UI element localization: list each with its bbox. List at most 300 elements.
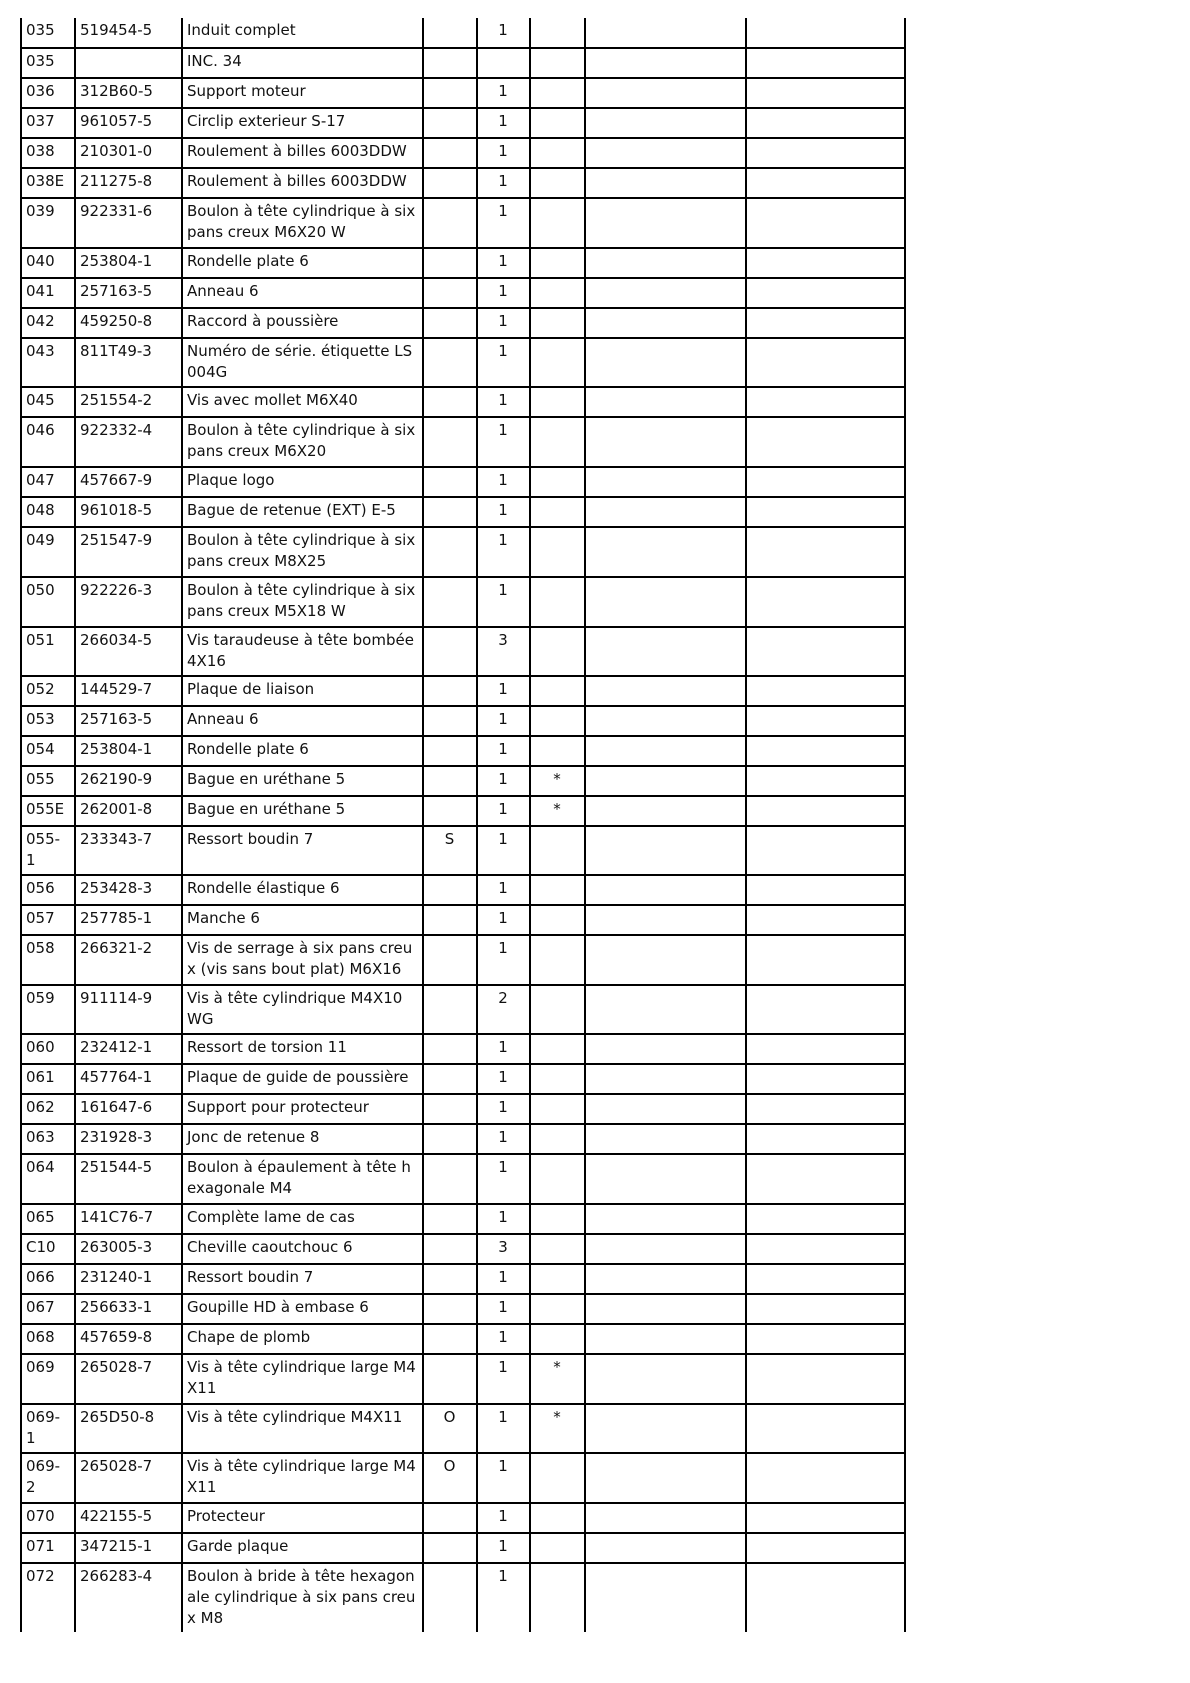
- item-number-cell: 052: [21, 676, 75, 706]
- table-row: [21, 497, 905, 527]
- note-cell: [530, 1264, 585, 1294]
- flag-cell: [423, 18, 477, 48]
- item-number-cell: C10: [21, 1234, 75, 1264]
- part-number-cell: 922226-3: [75, 577, 182, 627]
- note-cell: [530, 198, 585, 248]
- table-row: [21, 1154, 905, 1204]
- quantity-cell: 1: [477, 1264, 530, 1294]
- item-number-cell: 055: [21, 766, 75, 796]
- quantity-cell: [477, 48, 530, 78]
- table-row: [21, 1034, 905, 1064]
- item-number-cell: 039: [21, 198, 75, 248]
- item-number-cell: 048: [21, 497, 75, 527]
- flag-cell: [423, 278, 477, 308]
- note-cell: [530, 387, 585, 417]
- flag-cell: [423, 736, 477, 766]
- quantity-cell: 1: [477, 1533, 530, 1563]
- description-cell: Vis à tête cylindrique M4X11: [182, 1404, 423, 1453]
- note-cell: [530, 985, 585, 1034]
- empty-cell: [585, 1034, 746, 1064]
- part-number-cell: 144529-7: [75, 676, 182, 706]
- empty-cell: [585, 308, 746, 338]
- item-number-cell: 067: [21, 1294, 75, 1324]
- quantity-cell: 1: [477, 935, 530, 985]
- item-number-cell: 062: [21, 1094, 75, 1124]
- flag-cell: [423, 1234, 477, 1264]
- empty-cell: [585, 527, 746, 577]
- description-cell: Support moteur: [182, 78, 423, 108]
- description-cell: Cheville caoutchouc 6: [182, 1234, 423, 1264]
- item-number-cell: 041: [21, 278, 75, 308]
- note-cell: [530, 706, 585, 736]
- flag-cell: [423, 1204, 477, 1234]
- table-row: [21, 627, 905, 676]
- quantity-cell: 3: [477, 627, 530, 676]
- empty-cell: [746, 985, 905, 1034]
- part-number-cell: 141C76-7: [75, 1204, 182, 1234]
- note-cell: *: [530, 796, 585, 826]
- note-cell: [530, 1324, 585, 1354]
- quantity-cell: 1: [477, 706, 530, 736]
- table-row: [21, 1294, 905, 1324]
- part-number-cell: 251547-9: [75, 527, 182, 577]
- table-row: [21, 417, 905, 467]
- flag-cell: [423, 198, 477, 248]
- table-row: [21, 905, 905, 935]
- table-row: [21, 278, 905, 308]
- empty-cell: [746, 1124, 905, 1154]
- empty-cell: [585, 1124, 746, 1154]
- note-cell: [530, 935, 585, 985]
- flag-cell: [423, 935, 477, 985]
- flag-cell: O: [423, 1453, 477, 1503]
- table-row: [21, 527, 905, 577]
- note-cell: [530, 138, 585, 168]
- item-number-cell: 057: [21, 905, 75, 935]
- item-number-cell: 040: [21, 248, 75, 278]
- empty-cell: [746, 875, 905, 905]
- part-number-cell: 231928-3: [75, 1124, 182, 1154]
- part-number-cell: 251554-2: [75, 387, 182, 417]
- empty-cell: [585, 766, 746, 796]
- quantity-cell: 1: [477, 527, 530, 577]
- empty-cell: [746, 1234, 905, 1264]
- quantity-cell: 2: [477, 985, 530, 1034]
- empty-cell: [746, 467, 905, 497]
- part-number-cell: 211275-8: [75, 168, 182, 198]
- table-row: [21, 875, 905, 905]
- description-cell: Ressort boudin 7: [182, 826, 423, 875]
- item-number-cell: 046: [21, 417, 75, 467]
- empty-cell: [585, 387, 746, 417]
- description-cell: Vis à tête cylindrique large M4X11: [182, 1453, 423, 1503]
- empty-cell: [585, 1064, 746, 1094]
- note-cell: [530, 905, 585, 935]
- note-cell: [530, 248, 585, 278]
- table-row: [21, 1404, 905, 1453]
- flag-cell: [423, 108, 477, 138]
- empty-cell: [746, 1354, 905, 1404]
- quantity-cell: 1: [477, 338, 530, 387]
- table-row: [21, 1234, 905, 1264]
- flag-cell: [423, 417, 477, 467]
- item-number-cell: 069-1: [21, 1404, 75, 1453]
- empty-cell: [585, 1264, 746, 1294]
- table-row: [21, 935, 905, 985]
- table-row: [21, 736, 905, 766]
- empty-cell: [585, 108, 746, 138]
- flag-cell: [423, 138, 477, 168]
- part-number-cell: 231240-1: [75, 1264, 182, 1294]
- item-number-cell: 038: [21, 138, 75, 168]
- item-number-cell: 053: [21, 706, 75, 736]
- item-number-cell: 043: [21, 338, 75, 387]
- part-number-cell: 422155-5: [75, 1503, 182, 1533]
- quantity-cell: 3: [477, 1234, 530, 1264]
- description-cell: Boulon à tête cylindrique à six pans creux M8X25: [182, 527, 423, 577]
- note-cell: *: [530, 1404, 585, 1453]
- flag-cell: [423, 1094, 477, 1124]
- note-cell: [530, 108, 585, 138]
- note-cell: *: [530, 766, 585, 796]
- empty-cell: [746, 1264, 905, 1294]
- flag-cell: [423, 78, 477, 108]
- empty-cell: [746, 387, 905, 417]
- part-number-cell: 257163-5: [75, 278, 182, 308]
- empty-cell: [585, 736, 746, 766]
- flag-cell: [423, 1124, 477, 1154]
- part-number-cell: 266034-5: [75, 627, 182, 676]
- flag-cell: [423, 1264, 477, 1294]
- table-row: [21, 1264, 905, 1294]
- empty-cell: [746, 248, 905, 278]
- empty-cell: [746, 527, 905, 577]
- empty-cell: [746, 18, 905, 48]
- note-cell: [530, 527, 585, 577]
- note-cell: [530, 278, 585, 308]
- description-cell: Goupille HD à embase 6: [182, 1294, 423, 1324]
- description-cell: Rondelle plate 6: [182, 248, 423, 278]
- empty-cell: [585, 278, 746, 308]
- description-cell: Rondelle élastique 6: [182, 875, 423, 905]
- description-cell: Plaque de guide de poussière: [182, 1064, 423, 1094]
- table-row: [21, 1324, 905, 1354]
- item-number-cell: 054: [21, 736, 75, 766]
- part-number-cell: 256633-1: [75, 1294, 182, 1324]
- note-cell: [530, 497, 585, 527]
- description-cell: Bague en uréthane 5: [182, 766, 423, 796]
- empty-cell: [746, 1154, 905, 1204]
- part-number-cell: 265028-7: [75, 1453, 182, 1503]
- flag-cell: [423, 796, 477, 826]
- note-cell: [530, 736, 585, 766]
- item-number-cell: 055-1: [21, 826, 75, 875]
- empty-cell: [585, 706, 746, 736]
- description-cell: Vis taraudeuse à tête bombée 4X16: [182, 627, 423, 676]
- note-cell: [530, 676, 585, 706]
- table-row: [21, 796, 905, 826]
- description-cell: Ressort boudin 7: [182, 1264, 423, 1294]
- flag-cell: [423, 248, 477, 278]
- part-number-cell: 253804-1: [75, 736, 182, 766]
- part-number-cell: 457659-8: [75, 1324, 182, 1354]
- part-number-cell: 961057-5: [75, 108, 182, 138]
- empty-cell: [746, 1533, 905, 1563]
- flag-cell: [423, 875, 477, 905]
- part-number-cell: 257785-1: [75, 905, 182, 935]
- item-number-cell: 047: [21, 467, 75, 497]
- quantity-cell: 1: [477, 278, 530, 308]
- item-number-cell: 055E: [21, 796, 75, 826]
- part-number-cell: 457667-9: [75, 467, 182, 497]
- table-row: [21, 1124, 905, 1154]
- empty-cell: [585, 78, 746, 108]
- table-row: [21, 1064, 905, 1094]
- table-row: [21, 48, 905, 78]
- note-cell: [530, 1503, 585, 1533]
- description-cell: Induit complet: [182, 18, 423, 48]
- description-cell: Boulon à épaulement à tête hexagonale M4: [182, 1154, 423, 1204]
- empty-cell: [746, 766, 905, 796]
- table-row: [21, 78, 905, 108]
- note-cell: [530, 168, 585, 198]
- quantity-cell: 1: [477, 417, 530, 467]
- item-number-cell: 051: [21, 627, 75, 676]
- note-cell: [530, 1294, 585, 1324]
- table-row: [21, 826, 905, 875]
- empty-cell: [746, 706, 905, 736]
- part-number-cell: 961018-5: [75, 497, 182, 527]
- part-number-cell: 922332-4: [75, 417, 182, 467]
- table-row: [21, 577, 905, 627]
- quantity-cell: 1: [477, 1034, 530, 1064]
- quantity-cell: 1: [477, 736, 530, 766]
- part-number-cell: 161647-6: [75, 1094, 182, 1124]
- part-number-cell: 253804-1: [75, 248, 182, 278]
- quantity-cell: 1: [477, 577, 530, 627]
- description-cell: Roulement à billes 6003DDW: [182, 168, 423, 198]
- empty-cell: [585, 48, 746, 78]
- item-number-cell: 069: [21, 1354, 75, 1404]
- empty-cell: [585, 1234, 746, 1264]
- quantity-cell: 1: [477, 1124, 530, 1154]
- item-number-cell: 068: [21, 1324, 75, 1354]
- note-cell: [530, 1124, 585, 1154]
- description-cell: Garde plaque: [182, 1533, 423, 1563]
- empty-cell: [746, 826, 905, 875]
- item-number-cell: 063: [21, 1124, 75, 1154]
- quantity-cell: 1: [477, 108, 530, 138]
- empty-cell: [746, 1094, 905, 1124]
- empty-cell: [746, 1404, 905, 1453]
- flag-cell: [423, 1034, 477, 1064]
- flag-cell: [423, 577, 477, 627]
- parts-table: [20, 18, 906, 1632]
- part-number-cell: 253428-3: [75, 875, 182, 905]
- empty-cell: [585, 1294, 746, 1324]
- description-cell: Support pour protecteur: [182, 1094, 423, 1124]
- quantity-cell: 1: [477, 1154, 530, 1204]
- empty-cell: [585, 1094, 746, 1124]
- table-row: [21, 138, 905, 168]
- empty-cell: [746, 1453, 905, 1503]
- empty-cell: [585, 826, 746, 875]
- empty-cell: [585, 1354, 746, 1404]
- empty-cell: [746, 1503, 905, 1533]
- empty-cell: [746, 108, 905, 138]
- part-number-cell: 266321-2: [75, 935, 182, 985]
- description-cell: Boulon à tête cylindrique à six pans creux M6X20 W: [182, 198, 423, 248]
- empty-cell: [746, 138, 905, 168]
- description-cell: Jonc de retenue 8: [182, 1124, 423, 1154]
- item-number-cell: 035: [21, 18, 75, 48]
- table-row: [21, 1204, 905, 1234]
- description-cell: Boulon à bride à tête hexagonale cylindrique à six pans creux M8: [182, 1563, 423, 1632]
- empty-cell: [746, 577, 905, 627]
- part-number-cell: 262190-9: [75, 766, 182, 796]
- empty-cell: [746, 796, 905, 826]
- table-row: [21, 467, 905, 497]
- flag-cell: [423, 497, 477, 527]
- quantity-cell: 1: [477, 1094, 530, 1124]
- description-cell: Bague de retenue (EXT) E-5: [182, 497, 423, 527]
- item-number-cell: 050: [21, 577, 75, 627]
- empty-cell: [746, 78, 905, 108]
- note-cell: [530, 627, 585, 676]
- description-cell: Bague en uréthane 5: [182, 796, 423, 826]
- flag-cell: [423, 1354, 477, 1404]
- note-cell: [530, 1094, 585, 1124]
- quantity-cell: 1: [477, 497, 530, 527]
- quantity-cell: 1: [477, 248, 530, 278]
- description-cell: Boulon à tête cylindrique à six pans creux M5X18 W: [182, 577, 423, 627]
- table-row: [21, 198, 905, 248]
- quantity-cell: 1: [477, 308, 530, 338]
- flag-cell: [423, 1563, 477, 1632]
- note-cell: [530, 1204, 585, 1234]
- quantity-cell: 1: [477, 198, 530, 248]
- table-row: [21, 387, 905, 417]
- note-cell: [530, 1234, 585, 1264]
- note-cell: [530, 338, 585, 387]
- quantity-cell: 1: [477, 766, 530, 796]
- empty-cell: [746, 1064, 905, 1094]
- empty-cell: [585, 1453, 746, 1503]
- item-number-cell: 056: [21, 875, 75, 905]
- quantity-cell: 1: [477, 676, 530, 706]
- table-row: [21, 18, 905, 48]
- empty-cell: [585, 577, 746, 627]
- quantity-cell: 1: [477, 796, 530, 826]
- flag-cell: [423, 905, 477, 935]
- empty-cell: [585, 138, 746, 168]
- item-number-cell: 045: [21, 387, 75, 417]
- part-number-cell: 265D50-8: [75, 1404, 182, 1453]
- description-cell: Rondelle plate 6: [182, 736, 423, 766]
- empty-cell: [746, 497, 905, 527]
- flag-cell: S: [423, 826, 477, 875]
- empty-cell: [746, 1563, 905, 1632]
- quantity-cell: 1: [477, 1354, 530, 1404]
- table-row: [21, 1094, 905, 1124]
- empty-cell: [585, 417, 746, 467]
- flag-cell: O: [423, 1404, 477, 1453]
- description-cell: Vis de serrage à six pans creux (vis sans bout plat) M6X16: [182, 935, 423, 985]
- quantity-cell: 1: [477, 826, 530, 875]
- table-row: [21, 1354, 905, 1404]
- empty-cell: [585, 1324, 746, 1354]
- quantity-cell: 1: [477, 78, 530, 108]
- part-number-cell: 263005-3: [75, 1234, 182, 1264]
- item-number-cell: 037: [21, 108, 75, 138]
- flag-cell: [423, 706, 477, 736]
- description-cell: Circlip exterieur S-17: [182, 108, 423, 138]
- quantity-cell: 1: [477, 138, 530, 168]
- flag-cell: [423, 627, 477, 676]
- flag-cell: [423, 48, 477, 78]
- description-cell: Vis à tête cylindrique M4X10 WG: [182, 985, 423, 1034]
- note-cell: [530, 1034, 585, 1064]
- flag-cell: [423, 1324, 477, 1354]
- flag-cell: [423, 1533, 477, 1563]
- table-row: [21, 706, 905, 736]
- empty-cell: [585, 1404, 746, 1453]
- description-cell: Vis à tête cylindrique large M4X11: [182, 1354, 423, 1404]
- empty-cell: [585, 796, 746, 826]
- table-row: [21, 1453, 905, 1503]
- flag-cell: [423, 338, 477, 387]
- empty-cell: [585, 248, 746, 278]
- flag-cell: [423, 308, 477, 338]
- part-number-cell: 251544-5: [75, 1154, 182, 1204]
- note-cell: [530, 1064, 585, 1094]
- item-number-cell: 070: [21, 1503, 75, 1533]
- item-number-cell: 049: [21, 527, 75, 577]
- empty-cell: [585, 935, 746, 985]
- empty-cell: [585, 467, 746, 497]
- part-number-cell: 232412-1: [75, 1034, 182, 1064]
- empty-cell: [746, 198, 905, 248]
- empty-cell: [585, 875, 746, 905]
- note-cell: [530, 78, 585, 108]
- part-number-cell: 265028-7: [75, 1354, 182, 1404]
- flag-cell: [423, 467, 477, 497]
- flag-cell: [423, 766, 477, 796]
- part-number-cell: 459250-8: [75, 308, 182, 338]
- empty-cell: [585, 18, 746, 48]
- item-number-cell: 035: [21, 48, 75, 78]
- empty-cell: [746, 308, 905, 338]
- note-cell: [530, 48, 585, 78]
- description-cell: Anneau 6: [182, 278, 423, 308]
- quantity-cell: 1: [477, 1563, 530, 1632]
- empty-cell: [746, 278, 905, 308]
- part-number-cell: 519454-5: [75, 18, 182, 48]
- flag-cell: [423, 676, 477, 706]
- empty-cell: [746, 338, 905, 387]
- part-number-cell: 210301-0: [75, 138, 182, 168]
- empty-cell: [746, 1324, 905, 1354]
- description-cell: Plaque logo: [182, 467, 423, 497]
- flag-cell: [423, 527, 477, 577]
- quantity-cell: 1: [477, 18, 530, 48]
- item-number-cell: 071: [21, 1533, 75, 1563]
- description-cell: Vis avec mollet M6X40: [182, 387, 423, 417]
- quantity-cell: 1: [477, 875, 530, 905]
- table-row: [21, 985, 905, 1034]
- item-number-cell: 072: [21, 1563, 75, 1632]
- empty-cell: [746, 1034, 905, 1064]
